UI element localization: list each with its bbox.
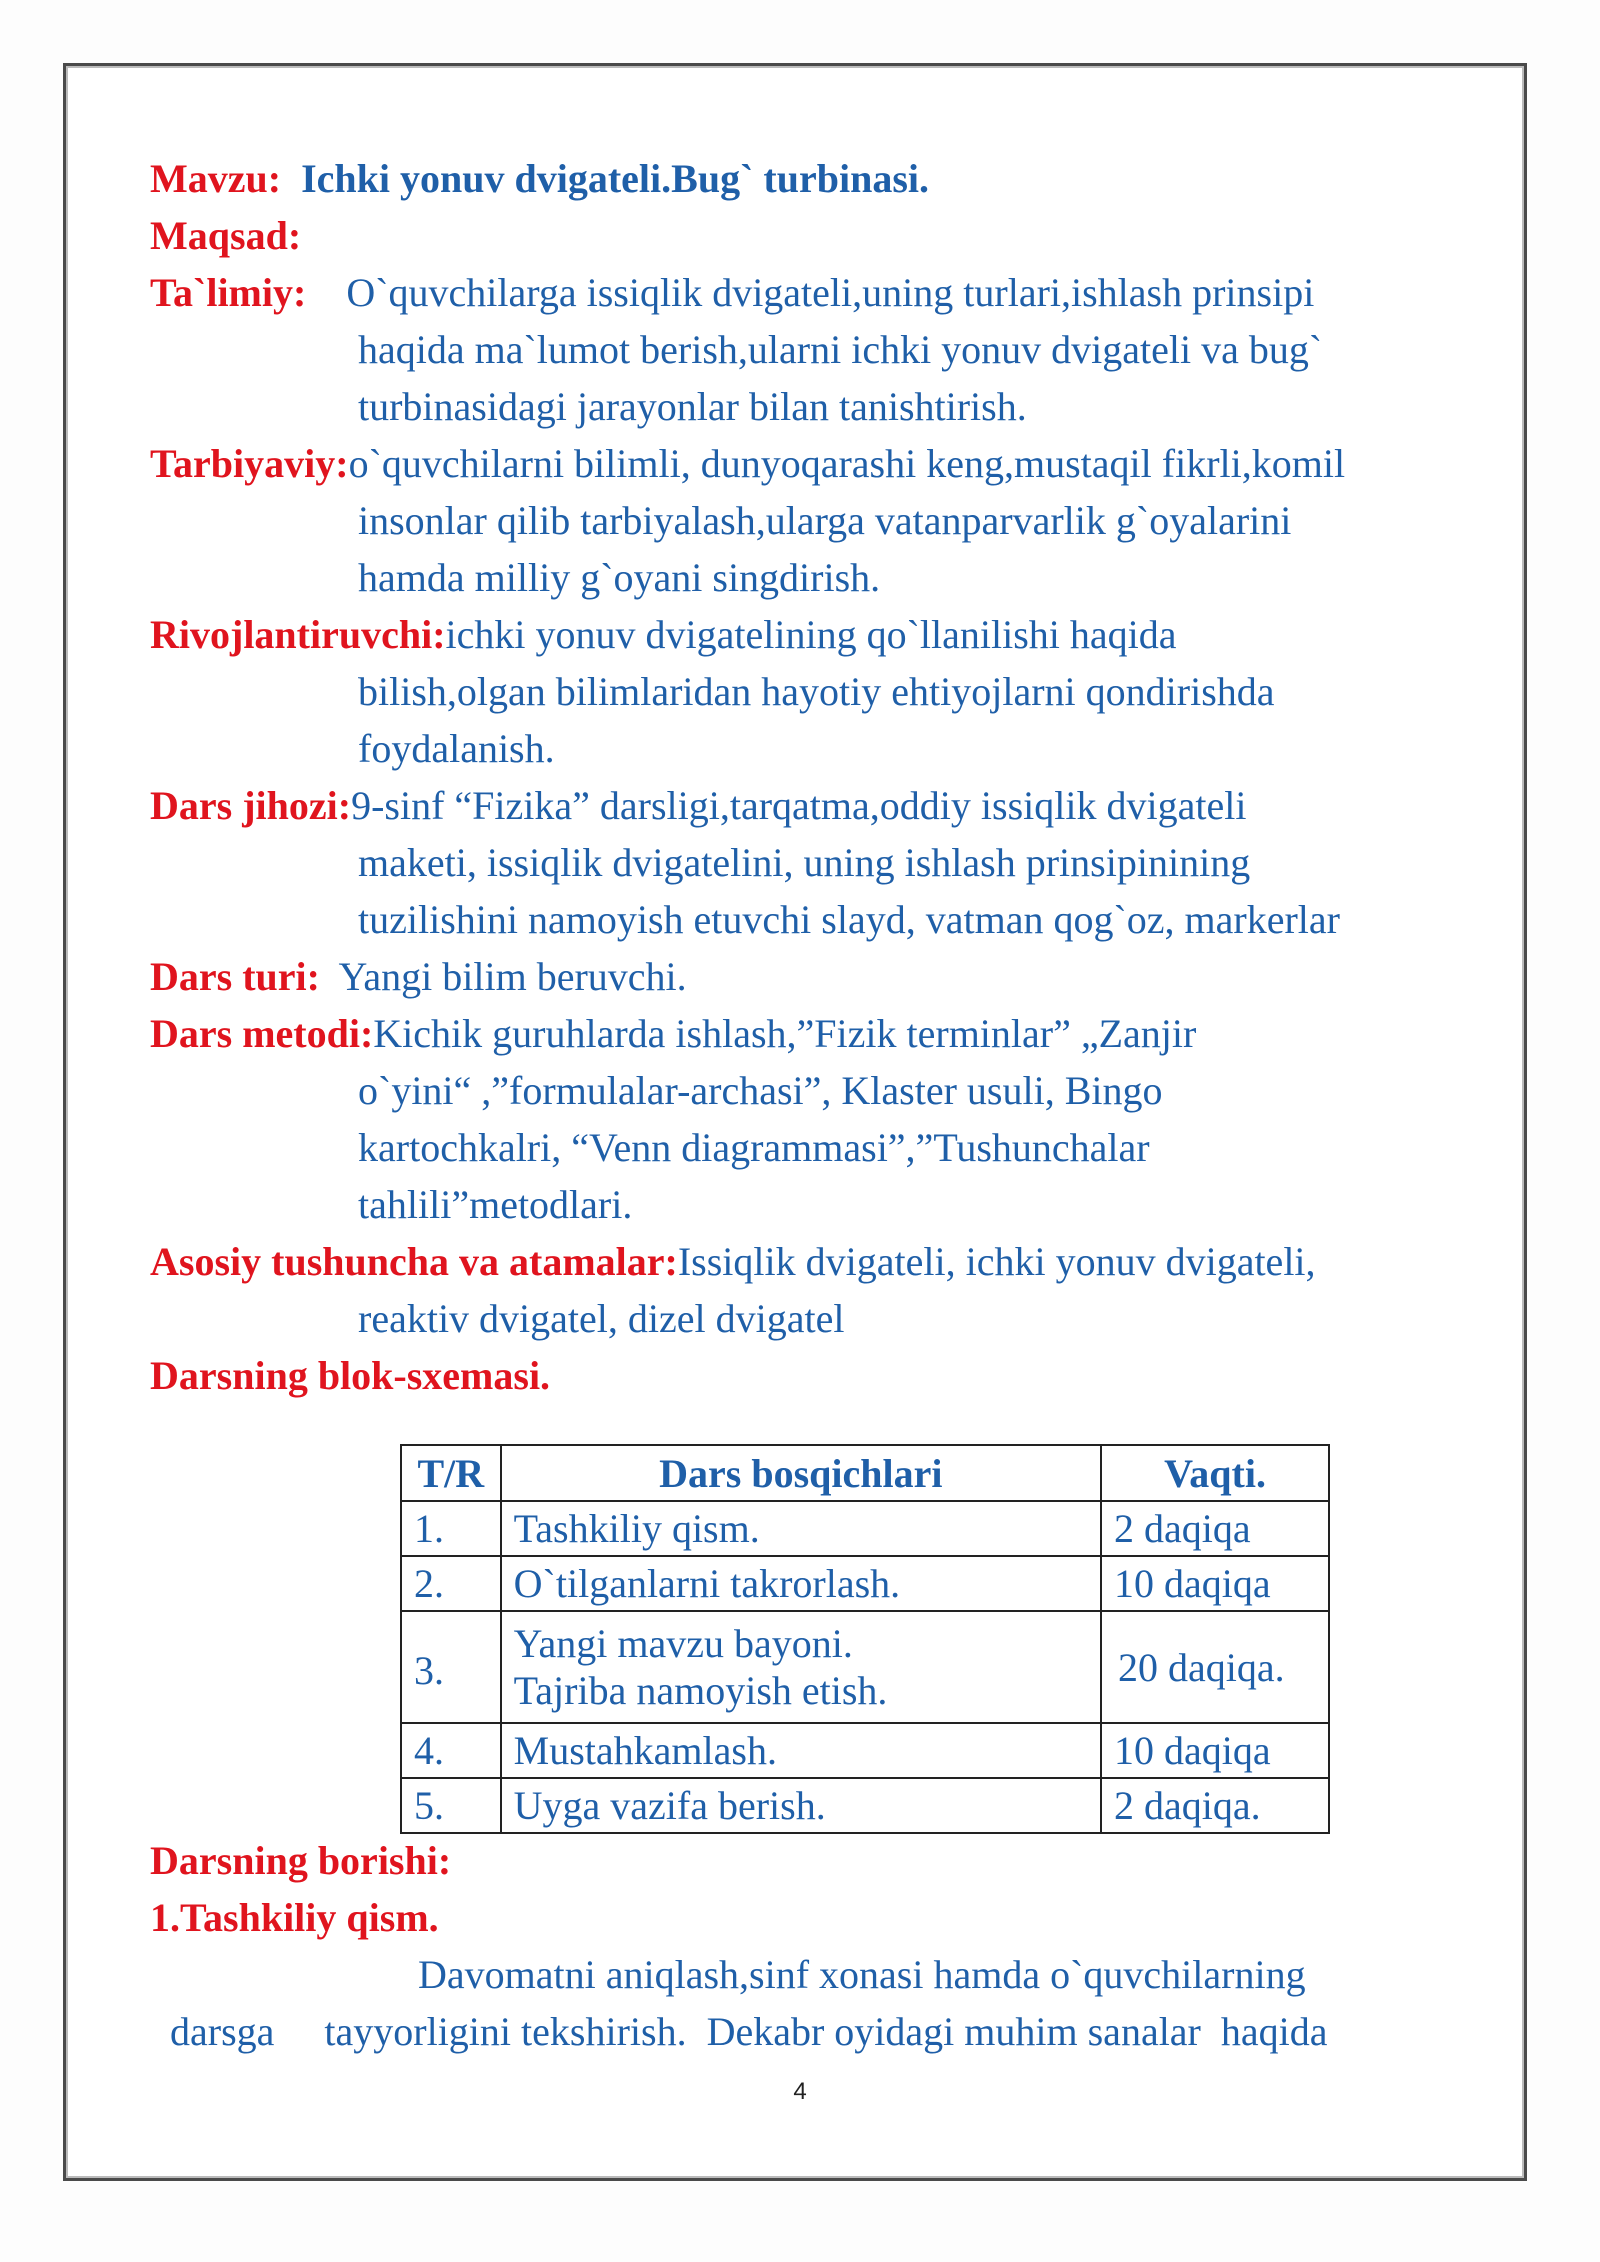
upbringing-goal-line-3: hamda milliy g`oyani singdirish. [358, 555, 881, 600]
topic-title: Ichki yonuv dvigateli.Bug` turbinasi. [301, 156, 930, 201]
table-row [401, 1556, 1329, 1611]
table-header-row [401, 1445, 1329, 1501]
educational-goal-text: O`quvchilarga issiqlik dvigateli,uning turlari,ishlash prinsipi [346, 270, 1315, 315]
equipment-text: 9-sinf “Fizika” darsligi,tarqatma,oddiy issiqlik dvigateli [351, 783, 1247, 828]
educational-goal-line-1 [150, 264, 1440, 321]
methods-label: Dars metodi: [150, 1011, 374, 1056]
key-concepts-line-1 [150, 1233, 1440, 1290]
row-stage-line-2: Tajriba namoyish etish. [513, 1668, 888, 1713]
educational-goal-line-3: turbinasidagi jarayonlar bilan tanishtirish. [358, 384, 1027, 429]
lesson-type-line [150, 948, 1440, 1005]
block-scheme-title: Darsning blok-sxemasi. [150, 1353, 551, 1398]
block-scheme-heading [150, 1347, 1440, 1404]
methods-line-1 [150, 1005, 1440, 1062]
key-concepts-line-2: reaktiv dvigatel, dizel dvigatel [358, 1296, 845, 1341]
header-time: Vaqti. [1101, 1445, 1329, 1501]
equipment-label: Dars jihozi: [150, 783, 352, 828]
organizational-part-label: 1.Tashkiliy qism. [150, 1895, 439, 1940]
table-row [401, 1611, 1329, 1723]
topic-line [150, 150, 1440, 207]
row-number: 3. [401, 1611, 501, 1723]
goal-line [150, 207, 1440, 264]
row-stage: Tashkiliy qism. [501, 1501, 1101, 1556]
equipment-line-3: tuzilishini namoyish etuvchi slayd, vatman qog`oz, markerlar [358, 897, 1340, 942]
methods-line-4: tahlili”metodlari. [358, 1182, 633, 1227]
lesson-type-text: Yangi bilim beruvchi. [338, 954, 687, 999]
topic-label: Mavzu: [150, 156, 282, 201]
educational-goal-label: Ta`limiy: [150, 270, 307, 315]
methods-text: Kichik guruhlarda ishlash,”Fizik terminlar” „Zanjir [373, 1011, 1197, 1056]
methods-line-3: kartochkalri, “Venn diagrammasi”,”Tushunchalar [358, 1125, 1150, 1170]
row-number: 5. [401, 1778, 501, 1833]
row-number: 4. [401, 1723, 501, 1778]
page-number: 4 [793, 2078, 807, 2105]
row-stage: Uyga vazifa berish. [501, 1778, 1101, 1833]
row-stage: O`tilganlarni takrorlash. [501, 1556, 1101, 1611]
developmental-goal-label: Rivojlantiruvchi: [150, 612, 446, 657]
lesson-progress-heading [150, 1832, 1440, 1889]
paragraph-line-2: darsga tayyorligini tekshirish. Dekabr oyidagi muhim sanalar haqida [170, 2009, 1328, 2054]
document-body [150, 150, 1440, 1404]
organizational-part-heading [150, 1889, 1440, 1946]
equipment-line-2: maketi, issiqlik dvigatelini, uning ishlash prinsipinining [358, 840, 1251, 885]
header-number: T/R [401, 1445, 501, 1501]
table-row [401, 1778, 1329, 1833]
lesson-stages-table [400, 1444, 1330, 1834]
row-time: 2 daqiqa. [1101, 1778, 1329, 1833]
developmental-goal-line-1 [150, 606, 1440, 663]
developmental-goal-line-2: bilish,olgan bilimlaridan hayotiy ehtiyojlarni qondirishda [358, 669, 1275, 714]
row-stage: Mustahkamlash. [501, 1723, 1101, 1778]
lesson-progress-section [150, 1832, 1440, 2060]
key-concepts-text: Issiqlik dvigateli, ichki yonuv dvigateli, [677, 1239, 1316, 1284]
developmental-goal-line-3: foydalanish. [358, 726, 555, 771]
key-concepts-label: Asosiy tushuncha va atamalar: [150, 1239, 678, 1284]
lesson-progress-label: Darsning borishi: [150, 1838, 452, 1883]
educational-goal-line-2: haqida ma`lumot berish,ularni ichki yonuv dvigateli va bug` [358, 327, 1323, 372]
header-stages: Dars bosqichlari [501, 1445, 1101, 1501]
upbringing-goal-label: Tarbiyaviy: [150, 441, 349, 486]
upbringing-goal-text: o`quvchilarni bilimli, dunyoqarashi keng,mustaqil fikrli,komil [348, 441, 1346, 486]
row-number: 2. [401, 1556, 501, 1611]
table-row [401, 1501, 1329, 1556]
goal-label: Maqsad: [150, 213, 302, 258]
row-stage [501, 1611, 1101, 1723]
developmental-goal-text: ichki yonuv dvigatelining qo`llanilishi haqida [445, 612, 1177, 657]
upbringing-goal-line-2: insonlar qilib tarbiyalash,ularga vatanparvarlik g`oyalarini [358, 498, 1292, 543]
table-row [401, 1723, 1329, 1778]
paragraph-line-1: Davomatni aniqlash,sinf xonasi hamda o`quvchilarning [418, 1952, 1306, 1997]
row-time: 10 daqiqa [1101, 1723, 1329, 1778]
equipment-line-1 [150, 777, 1440, 834]
row-stage-line-1: Yangi mavzu bayoni. [513, 1621, 853, 1666]
row-number: 1. [401, 1501, 501, 1556]
row-time: 10 daqiqa [1101, 1556, 1329, 1611]
methods-line-2: o`yini“ ,”formulalar-archasi”, Klaster usuli, Bingo [358, 1068, 1163, 1113]
upbringing-goal-line-1 [150, 435, 1440, 492]
row-time: 20 daqiqa. [1101, 1611, 1329, 1723]
lesson-type-label: Dars turi: [150, 954, 320, 999]
row-time: 2 daqiqa [1101, 1501, 1329, 1556]
